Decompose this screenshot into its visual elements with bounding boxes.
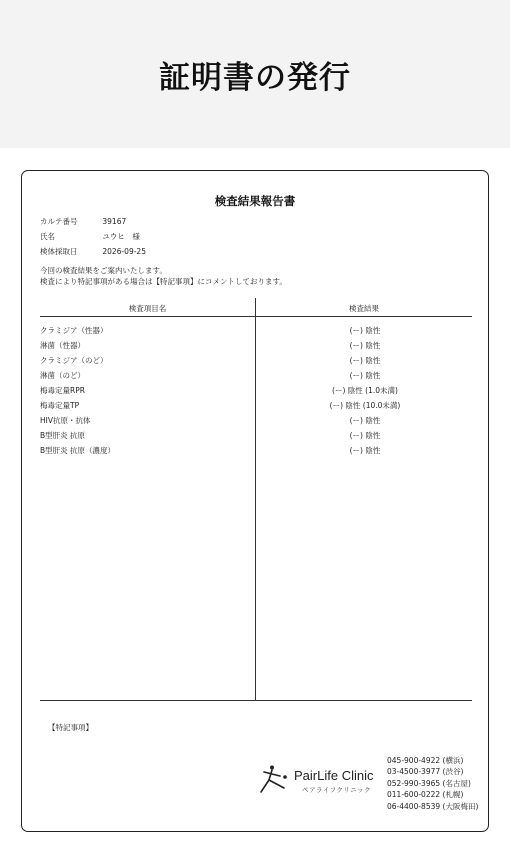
table-row-result: (ー) 陰性 [349, 356, 381, 365]
table-row-name: B型肝炎 抗原 [40, 431, 86, 440]
table-row-result: (ー) 陰性 (1.0未満) [332, 386, 398, 395]
column-header-result: 検査結果 [349, 304, 379, 313]
table-row-result: (ー) 陰性 [349, 416, 381, 425]
clinic-logo [258, 764, 386, 796]
table-row-result: (ー) 陰性 [349, 341, 381, 350]
chart-number-row [40, 216, 126, 227]
table-row-result: (ー) 陰性 [349, 326, 381, 335]
clinic-phone-list [387, 755, 478, 812]
notice-line: 検査により特記事項がある場合は【特記事項】にコメントしております。 [40, 277, 287, 286]
clinic-phone-sapporo: 011-600-0222 (札幌) [387, 790, 464, 800]
clinic-phone-nagoya: 052-990-3965 (名古屋) [387, 778, 471, 788]
page-header [0, 0, 510, 148]
sample-date-label: 検体採取日 [40, 247, 78, 256]
table-row-name: HIV抗原・抗体 [40, 416, 91, 425]
chart-number-label: カルテ番号 [40, 217, 78, 226]
table-row-name: 淋菌（のど） [40, 371, 85, 380]
remarks-label: 【特記事項】 [48, 723, 93, 732]
clinic-phone-osaka-umeda: 06-4400-8539 (大阪梅田) [387, 801, 479, 811]
table-header-divider [40, 316, 472, 317]
chart-number-value: 39167 [102, 217, 127, 226]
certificate-card [21, 170, 489, 832]
table-row-name: クラミジア（のど） [40, 356, 108, 365]
table-row-result: (ー) 陰性 [349, 431, 381, 440]
table-row-name: 梅毒定量TP [40, 401, 80, 410]
notice-line: 今回の検査結果をご案内いたします。 [40, 266, 167, 275]
pairlife-figures-icon [258, 764, 292, 796]
sample-date-value: 2026-09-25 [102, 247, 146, 256]
table-bottom-divider [40, 700, 472, 701]
table-row-name: B型肝炎 抗原（濃度） [40, 446, 116, 455]
table-row-name: クラミジア（性器） [40, 326, 108, 335]
table-row-result: (ー) 陰性 [349, 371, 381, 380]
report-title: 検査結果報告書 [214, 194, 296, 208]
clinic-phone-yokohama: 045-900-4922 (横浜) [387, 756, 464, 765]
patient-name-value: ユウヒ 様 [102, 232, 140, 241]
table-row-name: 梅毒定量RPR [40, 386, 85, 395]
patient-name-row [40, 231, 140, 242]
sample-date-row [40, 246, 146, 257]
table-row-result: (ー) 陰性 (10.0未満) [329, 401, 401, 410]
table-row-name: 淋菌（性器） [40, 341, 85, 350]
page-title: 証明書の発行 [159, 60, 351, 96]
patient-name-label: 氏名 [40, 232, 55, 241]
table-column-divider [255, 298, 256, 700]
table-row-result: (ー) 陰性 [349, 446, 381, 455]
clinic-name-kana: ペアライフクリニック [302, 786, 372, 794]
column-header-test-name: 検査項目名 [128, 304, 167, 313]
clinic-name: PairLife Clinic [294, 768, 374, 783]
clinic-phone-shibuya: 03-4500-3977 (渋谷) [387, 767, 464, 777]
